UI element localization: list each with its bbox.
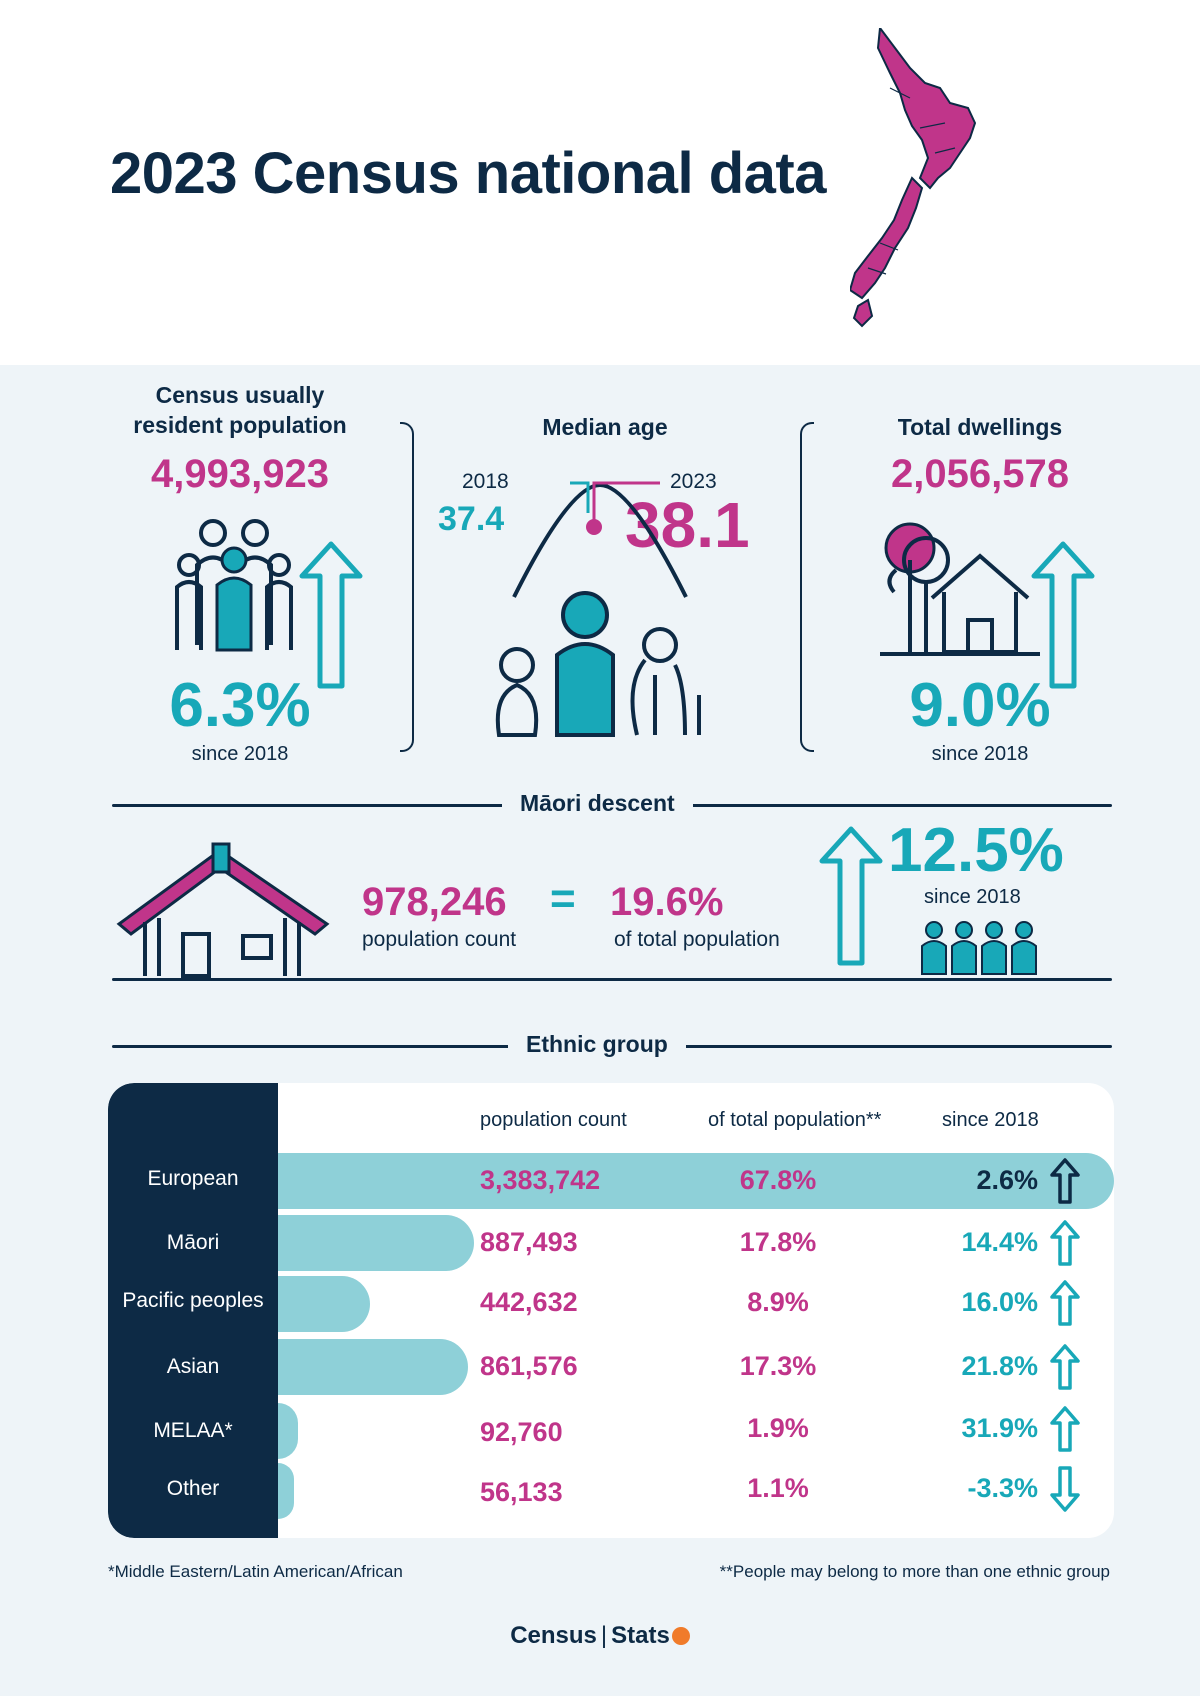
count-pacific-peoples: 442,632 (480, 1287, 578, 1317)
page-title: 2023 Census national data (110, 141, 826, 206)
arrow-up-icon (1030, 540, 1096, 690)
family-icon (175, 515, 295, 655)
change-asian: 21.8% (961, 1351, 1038, 1381)
median-age-2023-year: 2023 (670, 470, 717, 493)
population-heading-line2: resident population (133, 412, 347, 438)
row-label-other: Other (166, 1477, 220, 1500)
arrow-up-icon (818, 825, 884, 967)
population-value: 4,993,923 (151, 452, 329, 496)
row-label-asian: Asian (166, 1355, 220, 1378)
arrow-up-icon (1048, 1279, 1082, 1327)
median-age-2018-year: 2018 (462, 470, 509, 493)
row-label-pacific-peoples: Pacific peoples (122, 1289, 264, 1312)
dwellings-heading: Total dwellings (897, 414, 1063, 440)
median-age-2018-value: 37.4 (438, 500, 505, 538)
change-pacific-peoples: 16.0% (961, 1287, 1038, 1317)
median-age-2023-value: 38.1 (625, 489, 750, 561)
change-european: 2.6% (976, 1165, 1038, 1195)
maori-share-label: of total population (614, 928, 780, 951)
wharenui-icon (115, 842, 330, 980)
share-asian: 17.3% (739, 1351, 817, 1381)
maori-count-label: population count (362, 928, 517, 951)
arrow-up-icon (1048, 1343, 1082, 1391)
house-tree-icon (880, 520, 1040, 660)
population-heading (90, 380, 390, 440)
row-label-maori: Māori (166, 1231, 220, 1254)
arrow-up-icon (1048, 1405, 1082, 1453)
share-maori: 17.8% (739, 1227, 817, 1257)
arrow-up-icon (1048, 1219, 1082, 1267)
bar-pacific-peoples (278, 1276, 370, 1332)
divider-left (400, 422, 414, 752)
count-european: 3,383,742 (480, 1165, 601, 1195)
bar-other (278, 1463, 294, 1519)
brand-census: Census (510, 1622, 597, 1649)
count-other: 56,133 (480, 1477, 563, 1507)
bar-melaa (278, 1403, 298, 1459)
new-zealand-map-icon (850, 28, 1070, 338)
maori-change: 12.5% (888, 816, 1064, 885)
maori-share: 19.6% (610, 880, 724, 924)
maori-heading: Māori descent (502, 790, 693, 817)
ethnic-table (108, 1083, 1114, 1538)
brand-separator: | (600, 1622, 608, 1649)
share-melaa: 1.9% (747, 1413, 809, 1443)
row-label-melaa: MELAA* (153, 1419, 233, 1442)
maori-since: since 2018 (924, 886, 1021, 908)
dwellings-change: 9.0% (909, 671, 1051, 740)
population-heading-line1: Census usually (155, 382, 325, 408)
population-since: since 2018 (191, 743, 289, 765)
arrow-up-icon (1048, 1157, 1082, 1205)
dwellings-since: since 2018 (931, 743, 1029, 765)
change-maori: 14.4% (961, 1227, 1038, 1257)
arrow-down-icon (1048, 1465, 1082, 1513)
median-age-heading: Median age (542, 414, 668, 440)
group-people-icon (920, 920, 1038, 976)
people-age-icon (485, 585, 725, 745)
share-european: 67.8% (739, 1165, 817, 1195)
brand-logo (0, 1622, 1200, 1650)
row-label-european: European (147, 1167, 239, 1190)
col-population-count: population count (480, 1109, 627, 1131)
population-change: 6.3% (169, 671, 311, 740)
arrow-up-icon (298, 540, 364, 690)
footnote-multiple-groups: **People may belong to more than one ethnic group (719, 1562, 1110, 1581)
brand-stats: Stats (611, 1622, 670, 1649)
share-other: 1.1% (747, 1473, 809, 1503)
bar-asian (278, 1339, 468, 1395)
ethnic-heading: Ethnic group (508, 1031, 686, 1058)
maori-equals: = (550, 874, 576, 923)
count-maori: 887,493 (480, 1227, 578, 1257)
share-pacific-peoples: 8.9% (747, 1287, 809, 1317)
divider-right (800, 422, 814, 752)
maori-count: 978,246 (362, 880, 507, 924)
change-other: -3.3% (967, 1473, 1038, 1503)
count-asian: 861,576 (480, 1351, 578, 1381)
count-melaa: 92,760 (480, 1417, 563, 1447)
col-since-2018: since 2018 (942, 1109, 1039, 1131)
change-melaa: 31.9% (961, 1413, 1038, 1443)
bar-maori (278, 1215, 474, 1271)
footnote-melaa: *Middle Eastern/Latin American/African (108, 1562, 403, 1581)
stats-dot-icon (672, 1627, 690, 1645)
col-total-population: of total population** (708, 1109, 882, 1131)
dwellings-value: 2,056,578 (891, 452, 1069, 496)
